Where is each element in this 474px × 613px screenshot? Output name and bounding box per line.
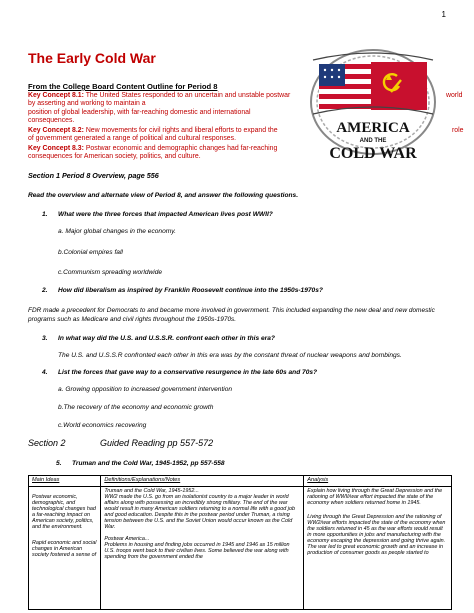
key-concept-cont: consequences for American society, politics, and culture. (28, 153, 201, 161)
key-concept-right-word: world (446, 92, 463, 99)
question-number: 1. (42, 211, 48, 218)
item-number: 5. (56, 460, 62, 467)
soviet-flag-icon (371, 62, 427, 110)
main-idea-1: Postwar economic, demographic, and technological changes had a far-reaching impact on American society, politics, and the environment. (32, 494, 96, 530)
answer-4b: b.The recovery of the economy and economic growth (58, 404, 214, 411)
page-number: 1 (441, 10, 446, 19)
question-number: 4. (42, 369, 48, 376)
question-number: 3. (42, 335, 48, 342)
col-header-main-ideas: Main Ideas (29, 476, 101, 487)
col-header-analysis: Analysis (304, 476, 452, 487)
section2-title: Guided Reading pp 557-572 (100, 438, 214, 448)
key-concept-cont: by asserting and working to maintain a (28, 100, 146, 108)
main-ideas-cell (29, 487, 101, 610)
key-concept-label: Key Concept 8.2: (28, 127, 84, 134)
analysis-1: Explain how living through the Great Depression and the rationing of WWII/war effort impacted the state of the economy when soldiers returned home in 1945. (307, 488, 443, 506)
key-concept-label: Key Concept 8.1: (28, 92, 84, 99)
question-1: What were the three forces that impacted American lives post WWII? (58, 211, 273, 218)
section1-heading: Section 1 Period 8 Overview, page 556 (28, 171, 159, 180)
notes-table (28, 475, 452, 610)
notes-cell (101, 487, 304, 610)
table-row (29, 487, 452, 610)
main-idea-2: Rapid economic and social changes in American society fostered a sense of (32, 540, 97, 558)
answer-4a: a. Growing opposition to increased government intervention (58, 386, 233, 393)
us-flag-icon (319, 64, 379, 110)
key-concept-8-3 (28, 145, 318, 162)
answer-1b: b.Colonial empires fall (58, 249, 123, 256)
outline-heading: From the College Board Content Outline for Period 8 (28, 82, 218, 91)
table-header-row (29, 476, 452, 487)
key-concept-cont: of government generated a range of political and cultural responses. (28, 135, 236, 143)
analysis-cell (304, 487, 452, 610)
poster-line2: AND THE (359, 138, 387, 144)
key-concept-text: Postwar economic and demographic changes had far-reaching (85, 145, 278, 152)
america-cold-war-poster (305, 40, 441, 175)
item-5: Truman and the Cold War, 1945-1952, pp 557-558 (72, 460, 225, 467)
notes-2: Problems in housing and finding jobs occurred in 1945 and 1946 as 15 million U.S. troops went back to their civilian lives. Some believed the war along with spending from the government ended the (104, 542, 290, 560)
page-title: The Early Cold War (28, 50, 156, 66)
question-3: In what way did the U.S. and U.S.S.R. confront each other in this era? (58, 335, 275, 342)
key-concept-right-word: role (452, 127, 464, 134)
notes-2-title: Postwar America... (104, 536, 150, 542)
key-concept-cont: consequences. (28, 117, 75, 125)
poster-line3: COLD WAR (329, 145, 417, 162)
poster-line1: AMERICA (336, 120, 410, 136)
answer-1a: a. Major global changes in the economy. (58, 228, 176, 235)
answer-1c: c.Communism spreading worldwide (58, 269, 163, 276)
key-concept-text: New movements for civil rights and liberal efforts to expand the (85, 127, 278, 134)
question-2: How did liberalism as inspired by Franklin Roosevelt continue into the 1950s-1970s? (58, 287, 323, 294)
answer-2: FDR made a precedent for Democrats to and became more involved in government. This included expanding the new deal and new domestic programs such as Medicare and civil rights throughout the 1950s-1970s. (28, 307, 435, 323)
key-concept-text: The United States responded to an uncertain and unstable postwar (85, 92, 291, 99)
analysis-2: Living through the Great Depression and the rationing of WW2/war efforts impacted the state of the economy when the soldiers returned in 45 as the war efforts would result in more opportunities in jobs and manufacturing with the economy escaping the depression and going thrive again. The war led to great economic growth and an increase in production of consumer goods as people started to (307, 514, 446, 556)
answer-3: The U.S. and U.S.S.R confronted each other in this era was by the constant threat of nuclear weapons and bombings. (58, 352, 402, 359)
key-concept-label: Key Concept 8.3: (28, 145, 84, 152)
key-concept-8-2 (28, 127, 318, 144)
section2-heading: Section 2 (28, 438, 66, 448)
key-concept-cont: position of global leadership, with far-reaching domestic and international (28, 108, 251, 116)
col-header-notes: Definitions/Explanations/Notes (101, 476, 304, 487)
question-4: List the forces that gave way to a conservative resurgence in the late 60s and 70s? (58, 369, 318, 376)
question-number: 2. (42, 287, 48, 294)
notes-1: Truman and the Cold War, 1945-1952... WW2 made the U.S. go from an isolationist country to a major leader in world affairs along with possessing an incredibly strong military. The end of the war would result in many American soldiers returning to a normal life with a good job and good education. Despite this in the postwar period under Truman, a rising tension between the U.S. and the Soviet Union would occur known as the Cold War. (104, 488, 295, 530)
key-concept-8-1 (28, 92, 318, 126)
answer-4c: c.World economics recovering (58, 422, 147, 429)
section1-instructions: Read the overview and alternate view of Period 8, and answer the following questions. (28, 192, 299, 199)
poster-graphic (305, 40, 441, 175)
